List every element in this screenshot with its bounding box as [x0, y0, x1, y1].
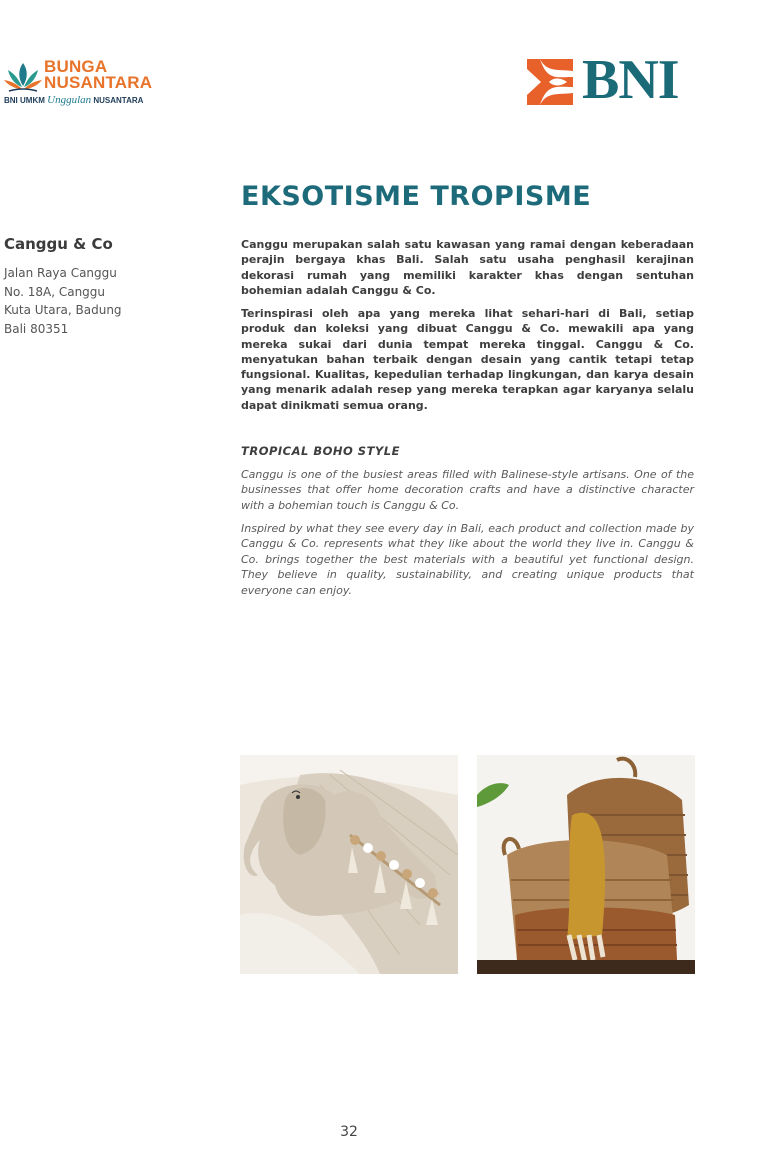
business-address: [4, 264, 122, 338]
bni-mark-icon: [527, 59, 573, 105]
logo-text-nusantara: NUSANTARA: [44, 73, 153, 92]
lotus-icon: [4, 60, 42, 94]
bni-logo: [527, 49, 697, 111]
bni-wordmark: BNI: [582, 49, 679, 111]
paragraph-id-2: Terinspirasi oleh apa yang mereka lihat sehari-hari di Bali, setiap produk dan koleksi yang dibuat Canggu & Co. mewakili apa yang mereka sukai dari dunia tempat mereka tinggal. Canggu & Co. menyatukan bahan terbaik dengan desain yang cantik tetapi tetap fungsional. Kualitas, kepedulian terhadap lingkungan, dan karya desain yang menarik adalah resep yang mereka terapkan agar karyanya selalu dapat dinikmati semua orang.: [241, 307, 694, 412]
logo-text-bunga: BUNGA: [44, 57, 108, 76]
english-subtitle: TROPICAL BOHO STYLE: [241, 444, 400, 458]
woven-baskets-photo: [477, 755, 695, 974]
address-line: Bali 80351: [4, 321, 69, 336]
tagline-pre: BNI UMKM: [4, 96, 45, 105]
logo-tagline: [4, 94, 143, 106]
tagline-post: NUSANTARA: [93, 96, 144, 105]
paragraph-id-1: Canggu merupakan salah satu kawasan yang ramai dengan keberadaan perajin bergaya khas Bali. Salah satu usaha penghasil kerajinan dekorasi rumah yang memiliki karakter khas dengan sentuhan bohemian adalah Canggu & Co.: [241, 238, 694, 297]
page-number: 32: [340, 1124, 358, 1140]
business-name: Canggu & Co: [4, 235, 113, 253]
tagline-script: Unggulan: [47, 94, 92, 106]
bunga-nusantara-logo: [4, 58, 164, 110]
paragraph-en-2: Inspired by what they see every day in Bali, each product and collection made by Canggu & Co. represents what they like about the world they live in. Canggu & Co. brings together the best materials with a beautiful yet functional design. They believe in quality, sustainability, and creating unique products that everyone can enjoy.: [241, 522, 694, 597]
paragraph-en-1: Canggu is one of the busiest areas filled with Balinese-style artisans. One of the businesses that offer home decoration crafts and have a distinctive character with a bohemian touch is Canggu & Co.: [241, 468, 694, 512]
address-line: Kuta Utara, Badung: [4, 303, 122, 317]
address-line: No. 18A, Canggu: [4, 284, 106, 299]
page-title: EKSOTISME TROPISME: [241, 181, 592, 212]
elephant-cushion-photo: [240, 755, 458, 974]
address-line: Jalan Raya Canggu: [4, 266, 117, 280]
